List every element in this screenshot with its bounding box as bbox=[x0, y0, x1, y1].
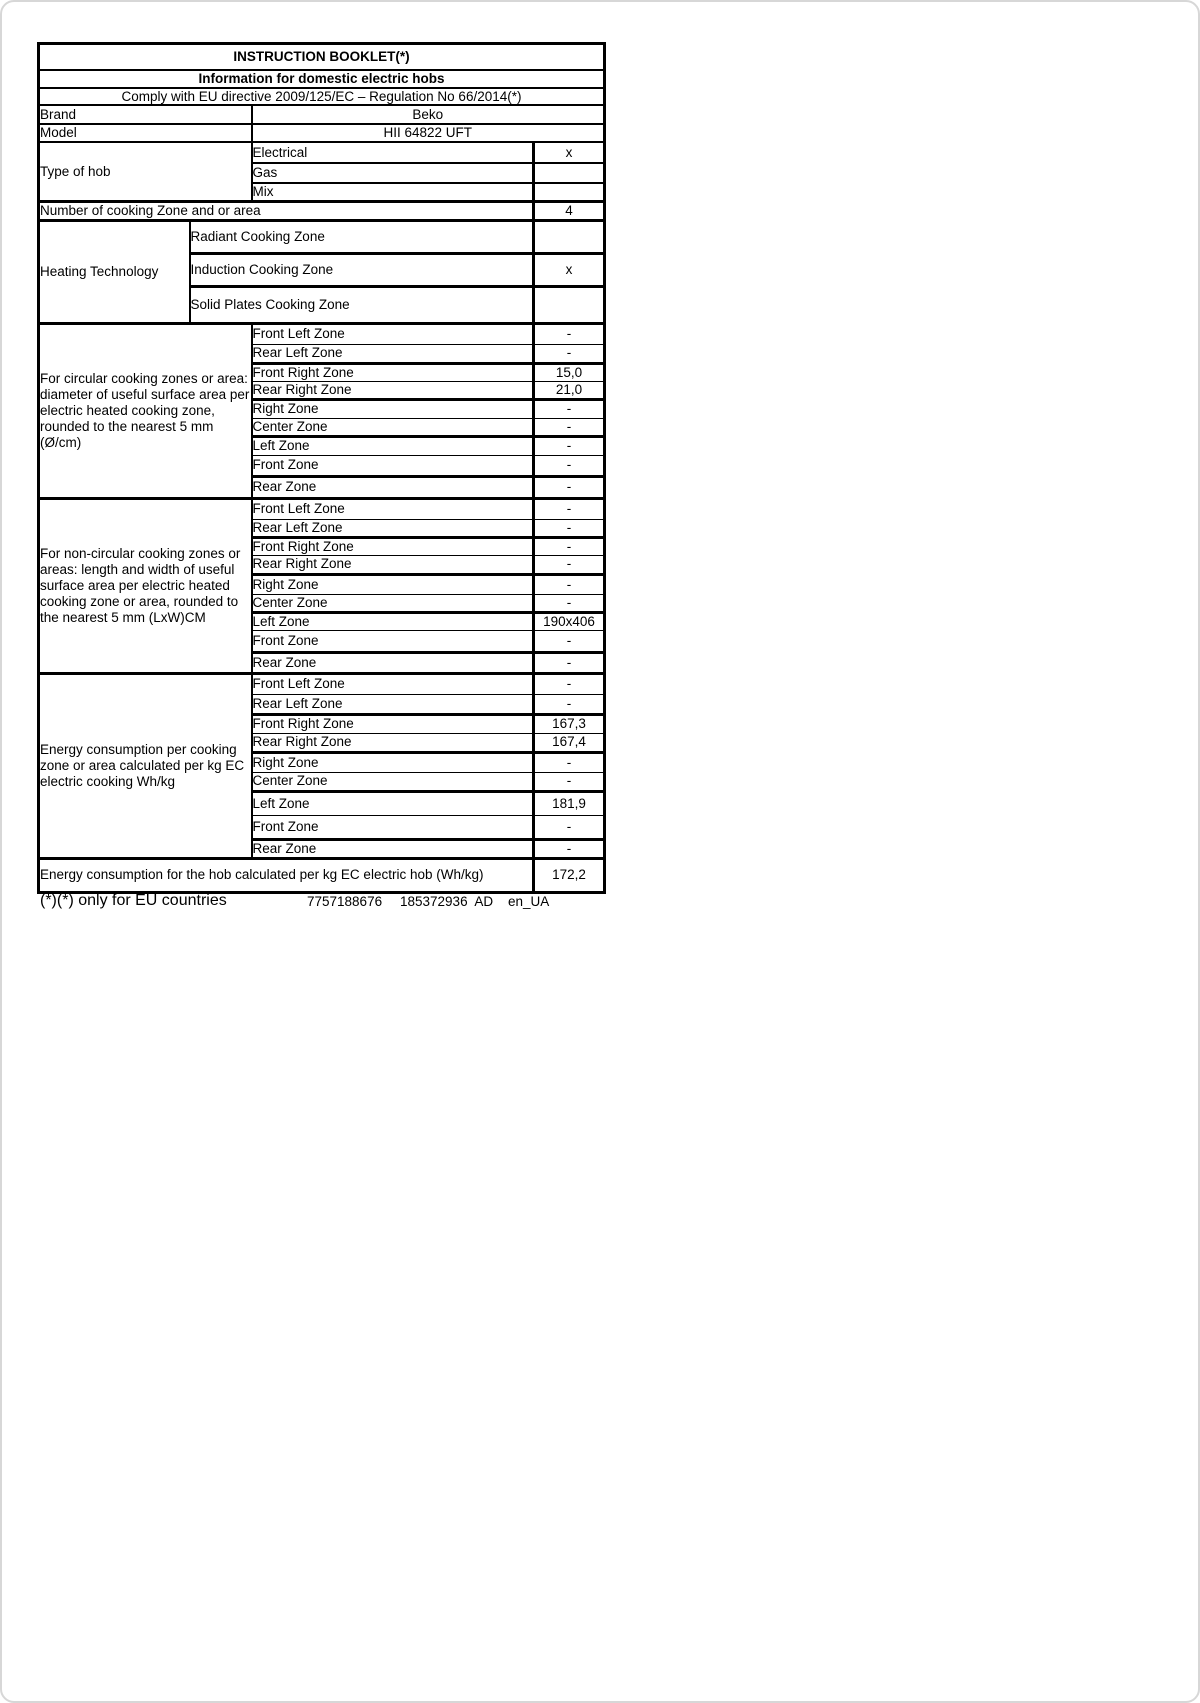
table-row bbox=[39, 323, 605, 344]
circular-zones-label: For circular cooking zones or area: diameter of useful surface area per electric heated cooking zone, rounded to the nearest 5 mm (Ø/cm) bbox=[39, 323, 252, 498]
zone-value: - bbox=[534, 455, 605, 476]
table-subtitle: Information for domestic electric hobs bbox=[39, 70, 605, 88]
zone-label: Rear Right Zone bbox=[252, 381, 534, 399]
zone-value: - bbox=[534, 323, 605, 344]
zone-label: Mix bbox=[252, 183, 534, 201]
zone-value: x bbox=[534, 253, 605, 286]
zone-label: Center Zone bbox=[252, 594, 534, 612]
language-code: en_UA bbox=[508, 894, 550, 909]
zone-value: 167,4 bbox=[534, 733, 605, 752]
zone-label: Left Zone bbox=[252, 791, 534, 815]
table-row bbox=[39, 498, 605, 519]
zone-label: Left Zone bbox=[252, 612, 534, 630]
table-row bbox=[39, 142, 605, 163]
zone-value: - bbox=[534, 772, 605, 791]
revision-code: 185372936 AD bbox=[400, 894, 494, 909]
zone-label: Solid Plates Cooking Zone bbox=[190, 286, 534, 323]
zone-value bbox=[534, 183, 605, 201]
zone-label: Left Zone bbox=[252, 436, 534, 455]
zone-value: - bbox=[534, 519, 605, 537]
zone-value: - bbox=[534, 594, 605, 612]
zone-label: Front Left Zone bbox=[252, 673, 534, 694]
model-value: HII 64822 UFT bbox=[252, 124, 605, 142]
zone-value: - bbox=[534, 815, 605, 839]
zone-label: Radiant Cooking Zone bbox=[190, 220, 534, 253]
brand-value: Beko bbox=[252, 105, 605, 124]
directive-line: Comply with EU directive 2009/125/EC – Regulation No 66/2014(*) bbox=[39, 88, 605, 106]
table-title: INSTRUCTION BOOKLET(*) bbox=[39, 44, 605, 70]
zone-label: Rear Left Zone bbox=[252, 519, 534, 537]
zone-value: - bbox=[534, 498, 605, 519]
zone-label: Electrical bbox=[252, 142, 534, 163]
zone-value: 190x406 bbox=[534, 612, 605, 630]
zone-label: Right Zone bbox=[252, 574, 534, 594]
zone-label: Rear Right Zone bbox=[252, 733, 534, 752]
zone-label: Front Zone bbox=[252, 455, 534, 476]
table-row bbox=[39, 105, 605, 124]
zone-label: Right Zone bbox=[252, 752, 534, 772]
zone-label: Front Zone bbox=[252, 630, 534, 652]
zone-value: - bbox=[534, 673, 605, 694]
zone-label: Rear Zone bbox=[252, 652, 534, 673]
zone-label: Front Left Zone bbox=[252, 498, 534, 519]
zone-label: Front Right Zone bbox=[252, 363, 534, 381]
zone-value: - bbox=[534, 436, 605, 455]
table-row bbox=[39, 202, 605, 221]
zone-value: - bbox=[534, 555, 605, 574]
zone-label: Rear Right Zone bbox=[252, 555, 534, 574]
hob-total-value: 172,2 bbox=[534, 858, 605, 892]
zone-value: - bbox=[534, 630, 605, 652]
zone-value: - bbox=[534, 839, 605, 858]
zone-label: Gas bbox=[252, 163, 534, 183]
zone-label: Center Zone bbox=[252, 418, 534, 436]
zone-value bbox=[534, 163, 605, 183]
hob-spec-table bbox=[37, 42, 606, 894]
table-row bbox=[39, 673, 605, 694]
zone-value: - bbox=[534, 652, 605, 673]
zone-value: - bbox=[534, 418, 605, 436]
brand-label: Brand bbox=[39, 105, 252, 124]
zone-value bbox=[534, 286, 605, 323]
document-code: 7757188676 bbox=[307, 894, 383, 909]
zone-value: - bbox=[534, 752, 605, 772]
table-row bbox=[39, 858, 605, 892]
zone-label: Rear Zone bbox=[252, 839, 534, 858]
zone-label: Induction Cooking Zone bbox=[190, 253, 534, 286]
zone-label: Front Right Zone bbox=[252, 537, 534, 555]
page-footer bbox=[2, 890, 1200, 916]
model-label: Model bbox=[39, 124, 252, 142]
table-row bbox=[39, 124, 605, 142]
energy-per-zone-label: Energy consumption per cooking zone or area calculated per kg EC electric cooking Wh/kg bbox=[39, 673, 252, 858]
hob-total-label: Energy consumption for the hob calculated per kg EC electric hob (Wh/kg) bbox=[39, 858, 534, 892]
zone-label: Front Zone bbox=[252, 815, 534, 839]
zone-label: Rear Left Zone bbox=[252, 344, 534, 363]
zone-label: Right Zone bbox=[252, 399, 534, 418]
zone-label: Rear Left Zone bbox=[252, 694, 534, 714]
zone-value: 21,0 bbox=[534, 381, 605, 399]
zone-value: - bbox=[534, 537, 605, 555]
zone-value: 167,3 bbox=[534, 714, 605, 733]
zone-value: 181,9 bbox=[534, 791, 605, 815]
zone-value: - bbox=[534, 476, 605, 498]
zone-label: Front Right Zone bbox=[252, 714, 534, 733]
zone-count-value: 4 bbox=[534, 202, 605, 221]
table-row bbox=[39, 220, 605, 253]
noncircular-zones-label: For non-circular cooking zones or areas: length and width of useful surface area per electric heated cooking zone or area, rounded to the nearest 5 mm (LxW)CM bbox=[39, 498, 252, 673]
zone-value: 15,0 bbox=[534, 363, 605, 381]
zone-value: - bbox=[534, 574, 605, 594]
zone-value: - bbox=[534, 399, 605, 418]
zone-label: Front Left Zone bbox=[252, 323, 534, 344]
zone-count-label: Number of cooking Zone and or area bbox=[39, 202, 534, 221]
zone-value bbox=[534, 220, 605, 253]
type-of-hob-label: Type of hob bbox=[39, 142, 252, 201]
zone-label: Center Zone bbox=[252, 772, 534, 791]
eu-note: (*)(*) only for EU countries bbox=[40, 892, 227, 909]
zone-label: Rear Zone bbox=[252, 476, 534, 498]
heating-technology-label: Heating Technology bbox=[39, 220, 190, 323]
zone-value: x bbox=[534, 142, 605, 163]
zone-value: - bbox=[534, 694, 605, 714]
zone-value: - bbox=[534, 344, 605, 363]
